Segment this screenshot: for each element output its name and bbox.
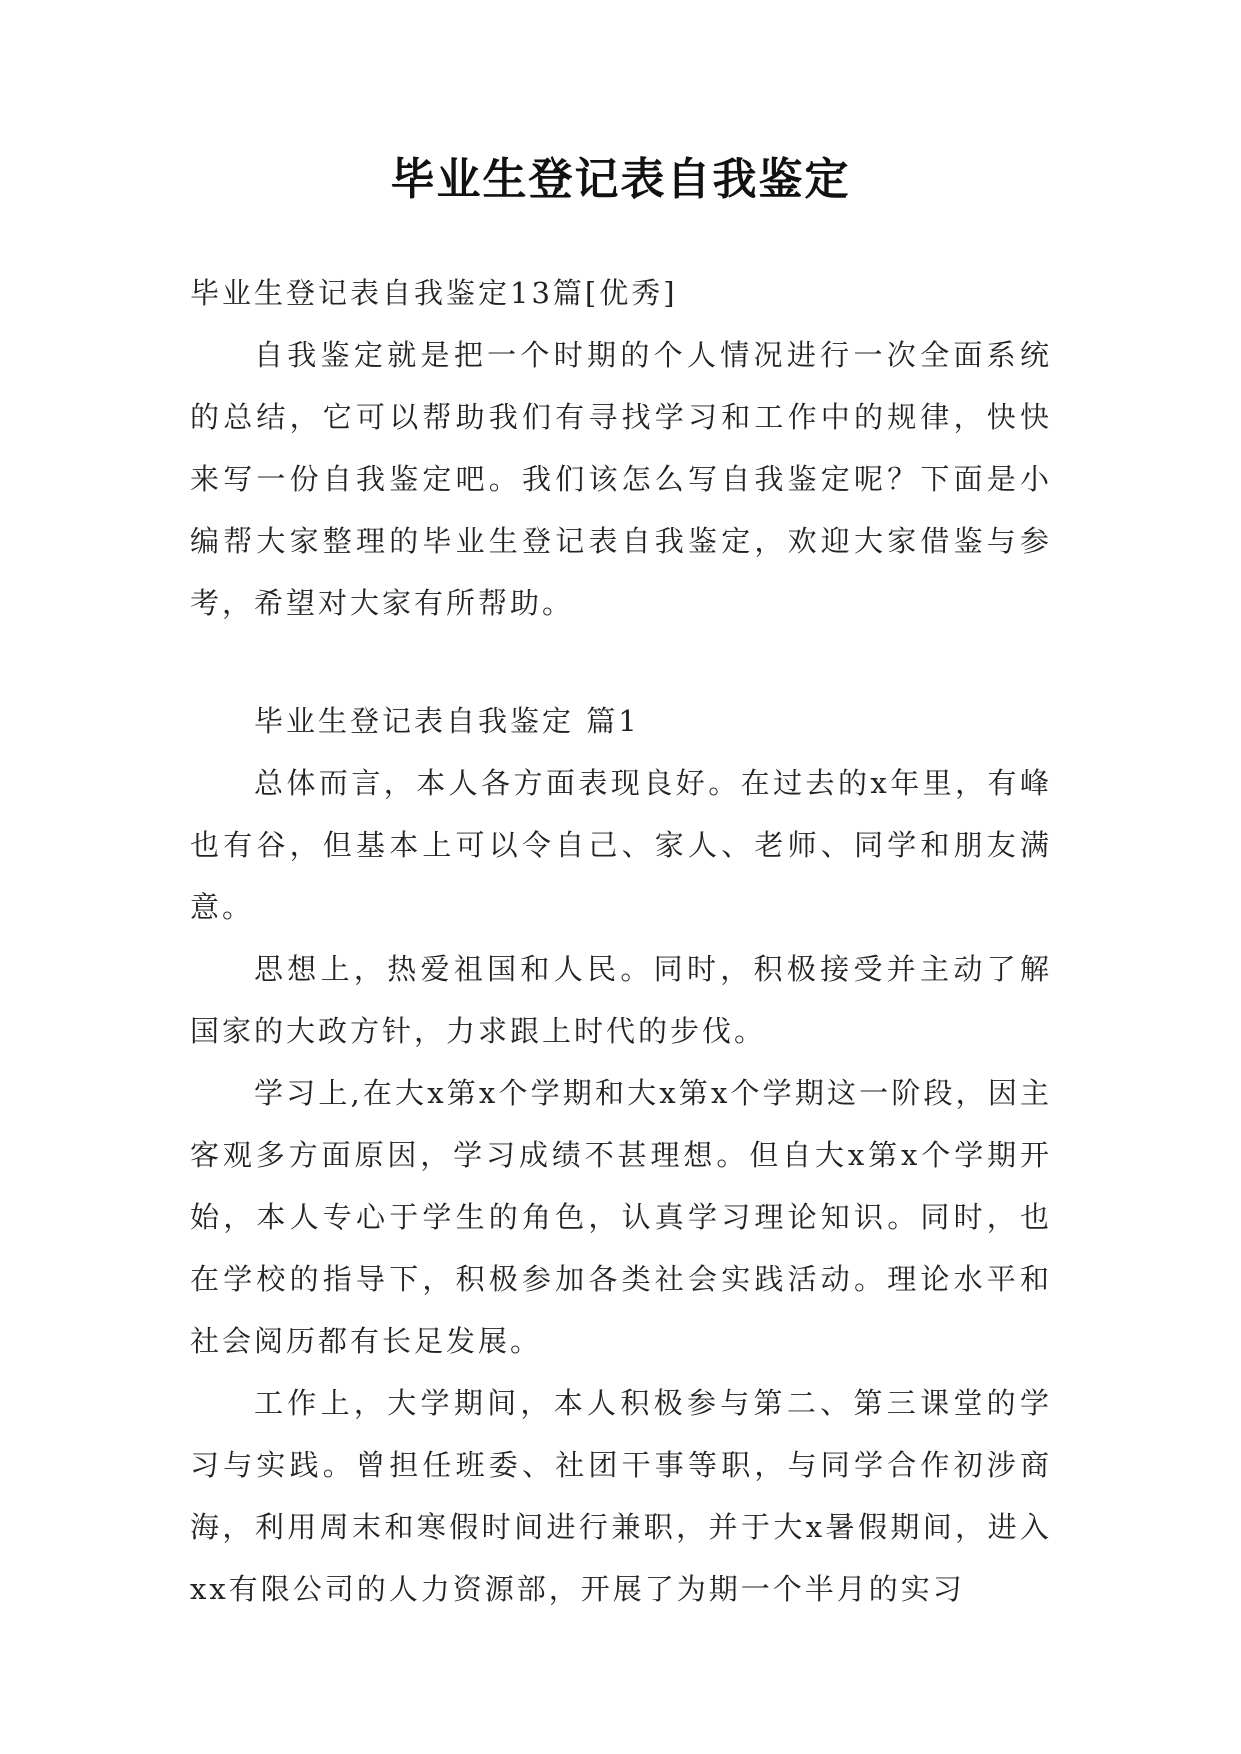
- body-paragraph: 总体而言，本人各方面表现良好。在过去的x年里，有峰也有谷，但基本上可以令自己、家人、老师、同学和朋友满意。: [190, 766, 1052, 924]
- document-subtitle: 毕业生登记表自我鉴定13篇[优秀]: [190, 276, 678, 310]
- body-paragraph: 思想上，热爱祖国和人民。同时，积极接受并主动了解国家的大政方针，力求跟上时代的步伐。: [190, 952, 1052, 1048]
- body-paragraph: 工作上，大学期间，本人积极参与第二、第三课堂的学习与实践。曾担任班委、社团干事等职，与同学合作初涉商海，利用周末和寒假时间进行兼职，并于大x暑假期间，进入xx有限公司的人力资源部，开展了为期一个半月的实习: [190, 1386, 1052, 1606]
- section-heading: 毕业生登记表自我鉴定 篇1: [254, 704, 640, 738]
- intro-paragraph: 自我鉴定就是把一个时期的个人情况进行一次全面系统的总结，它可以帮助我们有寻找学习和工作中的规律，快快来写一份自我鉴定吧。我们该怎么写自我鉴定呢？下面是小编帮大家整理的毕业生登记表自我鉴定，欢迎大家借鉴与参考，希望对大家有所帮助。: [190, 338, 1052, 620]
- document-body: [190, 262, 1052, 1620]
- body-paragraph: 学习上,在大x第x个学期和大x第x个学期这一阶段，因主客观多方面原因，学习成绩不甚理想。但自大x第x个学期开始，本人专心于学生的角色，认真学习理论知识。同时，也在学校的指导下，积极参加各类社会实践活动。理论水平和社会阅历都有长足发展。: [190, 1076, 1052, 1358]
- document-title: 毕业生登记表自我鉴定: [390, 154, 851, 205]
